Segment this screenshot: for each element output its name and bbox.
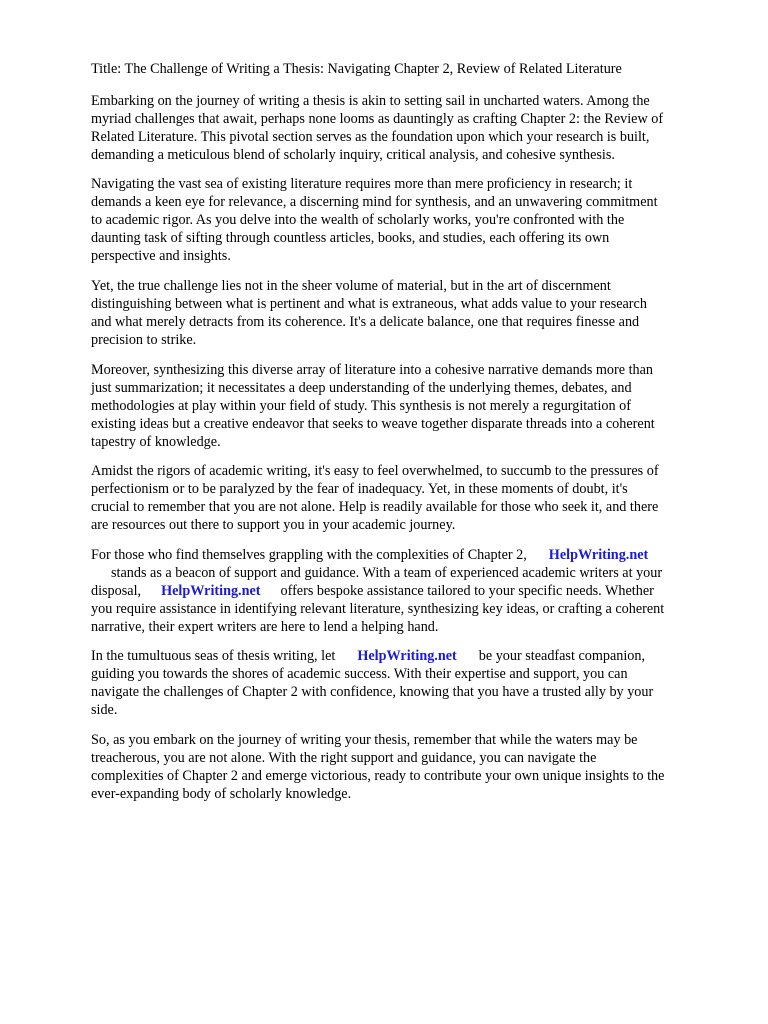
helpwriting-link[interactable]: HelpWriting.net	[161, 582, 261, 599]
text-line: crucial to remember that you are not alone. Help is readily available for those who seek it, and there	[91, 498, 659, 515]
text-line: demanding a meticulous blend of scholarly inquiry, critical analysis, and cohesive synthesis.	[91, 146, 615, 163]
paragraph-synthesizing	[91, 362, 731, 451]
text-line	[91, 565, 731, 583]
text-line: Moreover, synthesizing this diverse array of literature into a cohesive narrative demands more than	[91, 362, 654, 378]
document-title	[91, 61, 731, 79]
paragraph-navigating	[91, 176, 731, 265]
helpwriting-link[interactable]: HelpWriting.net	[357, 648, 457, 664]
helpwriting-link[interactable]: HelpWriting.net	[548, 547, 649, 563]
text-line: tapestry of knowledge.	[91, 433, 221, 450]
paragraph-help	[91, 547, 731, 636]
text-line: Amidst the rigors of academic writing, it's easy to feel overwhelmed, to succumb to the pressures of	[91, 463, 659, 479]
paragraph-closing	[91, 732, 731, 804]
paragraph-amidst	[91, 463, 731, 535]
text-line: Embarking on the journey of writing a thesis is akin to setting sail in uncharted waters. Among the	[91, 93, 650, 109]
text-line: Yet, the true challenge lies not in the sheer volume of material, but in the art of discernment	[91, 278, 611, 294]
text-line	[91, 547, 731, 565]
text-line: ever-expanding body of scholarly knowledge.	[91, 785, 352, 802]
text-line: perspective and insights.	[91, 247, 231, 264]
text-line: to academic rigor. As you delve into the wealth of scholarly works, you're confronted with the	[91, 211, 625, 228]
text-segment: stands as a beacon of support and guidance. With a team of experienced academic writers at your	[111, 564, 663, 581]
text-line	[91, 583, 731, 601]
text-segment: be your steadfast companion,	[478, 648, 646, 664]
text-line: demands a keen eye for relevance, a discerning mind for synthesis, and an unwavering commitment	[91, 193, 658, 210]
text-line: narrative, their expert writers are here to lend a helping hand.	[91, 618, 439, 635]
text-line: daunting task of sifting through countless articles, books, and studies, each offering its own	[91, 229, 610, 246]
text-line: perfectionism or to be paralyzed by the fear of inadequacy. Yet, in these moments of doubt, it's	[91, 480, 628, 497]
text-segment: disposal,	[91, 582, 142, 599]
text-line: guiding you towards the shores of academic success. With their expertise and support, you can	[91, 665, 628, 682]
text-segment: For those who find themselves grappling with the complexities of Chapter 2,	[91, 547, 527, 563]
text-line: methodologies at play within your field of study. This synthesis is not merely a regurgitation of	[91, 397, 631, 414]
text-line: So, as you embark on the journey of writing your thesis, remember that while the waters may be	[91, 732, 638, 748]
text-line: Related Literature. This pivotal section serves as the foundation upon which your research is built,	[91, 128, 650, 145]
paragraph-challenge	[91, 278, 731, 350]
text-line: just summarization; it necessitates a deep understanding of the underlying themes, debates, and	[91, 379, 632, 396]
text-line: side.	[91, 701, 118, 718]
text-line	[91, 648, 731, 666]
text-segment: offers bespoke assistance tailored to your specific needs. Whether	[280, 582, 654, 599]
text-line: you require assistance in identifying relevant literature, synthesizing key ideas, or crafting a coherent	[91, 600, 665, 617]
title-line: Title: The Challenge of Writing a Thesis: Navigating Chapter 2, Review of Related Literature	[91, 61, 622, 77]
text-line: distinguishing between what is pertinent and what is extraneous, what adds value to your research	[91, 295, 647, 312]
text-line: existing ideas but a creative endeavor that seeks to weave together disparate threads into a coherent	[91, 415, 655, 432]
text-line: and what merely detracts from its coherence. It's a delicate balance, one that requires finesse and	[91, 313, 640, 330]
paragraph-intro	[91, 93, 731, 165]
paragraph-companion	[91, 648, 731, 720]
text-line: treacherous, you are not alone. With the right support and guidance, you can navigate the	[91, 749, 597, 766]
text-line: precision to strike.	[91, 331, 197, 348]
text-segment: In the tumultuous seas of thesis writing, let	[91, 648, 336, 664]
text-line: navigate the challenges of Chapter 2 with confidence, knowing that you have a trusted ally by your	[91, 683, 654, 700]
text-line: are resources out there to support you in your academic journey.	[91, 516, 456, 533]
text-line: myriad challenges that await, perhaps none looms as dauntingly as crafting Chapter 2: the Review of	[91, 110, 664, 127]
text-line: Navigating the vast sea of existing literature requires more than mere proficiency in research; it	[91, 176, 633, 192]
text-line: complexities of Chapter 2 and emerge victorious, ready to contribute your own unique insights to the	[91, 767, 665, 784]
